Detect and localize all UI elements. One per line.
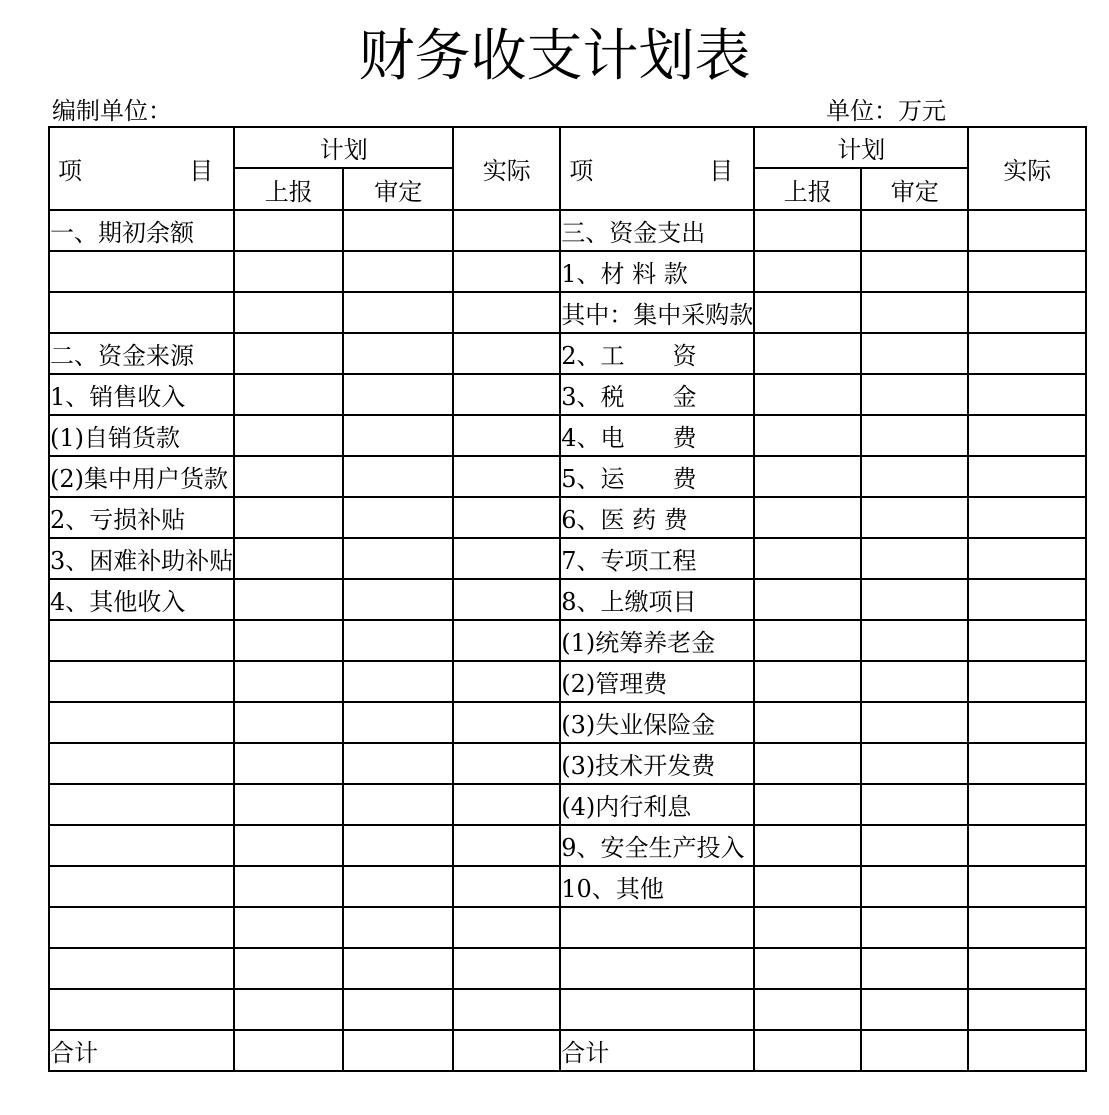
right-approved-cell <box>861 702 968 743</box>
right-approved-cell <box>861 292 968 333</box>
right-item-label: (1)统筹养老金 <box>560 620 754 661</box>
header-actual-left: 实际 <box>453 127 560 210</box>
left-approved-cell <box>343 374 453 415</box>
left-approved-cell <box>343 251 453 292</box>
left-report-cell <box>234 661 343 702</box>
left-item-label <box>49 907 234 948</box>
left-actual-cell <box>453 866 560 907</box>
left-report-cell <box>234 989 343 1030</box>
finance-plan-table <box>48 126 1087 1072</box>
unit-label: 单位：万元 <box>826 97 946 125</box>
left-approved-cell <box>343 333 453 374</box>
right-actual-cell <box>968 948 1086 989</box>
right-report-cell <box>754 866 861 907</box>
right-report-cell <box>754 374 861 415</box>
left-actual-cell <box>453 989 560 1030</box>
left-item-label: 1、销售收入 <box>49 374 234 415</box>
left-report-cell <box>234 292 343 333</box>
right-approved-cell <box>861 251 968 292</box>
left-approved-cell <box>343 784 453 825</box>
left-report-cell <box>234 251 343 292</box>
right-actual-cell <box>968 743 1086 784</box>
right-report-cell <box>754 1030 861 1071</box>
left-item-label: 3、困难补助补贴 <box>49 538 234 579</box>
right-report-cell <box>754 825 861 866</box>
left-report-cell <box>234 702 343 743</box>
left-actual-cell <box>453 579 560 620</box>
table-row <box>49 251 1086 292</box>
right-actual-cell <box>968 497 1086 538</box>
right-actual-cell <box>968 251 1086 292</box>
right-actual-cell <box>968 579 1086 620</box>
left-approved-cell <box>343 989 453 1030</box>
left-actual-cell <box>453 333 560 374</box>
right-approved-cell <box>861 661 968 702</box>
left-item-label <box>49 620 234 661</box>
left-item-label <box>49 825 234 866</box>
table-row <box>49 743 1086 784</box>
right-approved-cell <box>861 620 968 661</box>
left-item-label <box>49 989 234 1030</box>
left-actual-cell <box>453 415 560 456</box>
left-report-cell <box>234 1030 343 1071</box>
right-report-cell <box>754 784 861 825</box>
right-actual-cell <box>968 825 1086 866</box>
right-item-label: 6、医 药 费 <box>560 497 754 538</box>
left-approved-cell <box>343 1030 453 1071</box>
left-actual-cell <box>453 251 560 292</box>
right-actual-cell <box>968 292 1086 333</box>
left-item-label <box>49 661 234 702</box>
left-report-cell <box>234 210 343 251</box>
table-row <box>49 989 1086 1030</box>
right-approved-cell <box>861 784 968 825</box>
right-item-label <box>560 989 754 1030</box>
left-actual-cell <box>453 702 560 743</box>
right-actual-cell <box>968 1030 1086 1071</box>
right-report-cell <box>754 907 861 948</box>
right-report-cell <box>754 743 861 784</box>
right-actual-cell <box>968 538 1086 579</box>
left-report-cell <box>234 415 343 456</box>
right-approved-cell <box>861 948 968 989</box>
header-approved-right: 审定 <box>861 168 968 210</box>
left-approved-cell <box>343 661 453 702</box>
right-actual-cell <box>968 456 1086 497</box>
right-approved-cell <box>861 538 968 579</box>
left-actual-cell <box>453 825 560 866</box>
right-report-cell <box>754 456 861 497</box>
right-approved-cell <box>861 907 968 948</box>
right-approved-cell <box>861 579 968 620</box>
table-row <box>49 661 1086 702</box>
right-actual-cell <box>968 702 1086 743</box>
table-row <box>49 948 1086 989</box>
right-item-label: (2)管理费 <box>560 661 754 702</box>
right-approved-cell <box>861 825 968 866</box>
left-approved-cell <box>343 907 453 948</box>
header-approved-left: 审定 <box>343 168 453 210</box>
right-item-label <box>560 948 754 989</box>
right-actual-cell <box>968 333 1086 374</box>
right-approved-cell <box>861 210 968 251</box>
right-report-cell <box>754 661 861 702</box>
left-approved-cell <box>343 579 453 620</box>
left-report-cell <box>234 579 343 620</box>
right-actual-cell <box>968 415 1086 456</box>
left-item-label: (2)集中用户货款 <box>49 456 234 497</box>
right-item-label: (3)技术开发费 <box>560 743 754 784</box>
left-item-label <box>49 702 234 743</box>
left-approved-cell <box>343 538 453 579</box>
left-actual-cell <box>453 210 560 251</box>
table-row <box>49 456 1086 497</box>
table-row <box>49 374 1086 415</box>
right-item-label: 7、专项工程 <box>560 538 754 579</box>
right-approved-cell <box>861 497 968 538</box>
left-item-label <box>49 743 234 784</box>
right-actual-cell <box>968 784 1086 825</box>
right-approved-cell <box>861 989 968 1030</box>
right-report-cell <box>754 702 861 743</box>
left-item-label: 合计 <box>49 1030 234 1071</box>
right-report-cell <box>754 538 861 579</box>
left-report-cell <box>234 538 343 579</box>
table-row <box>49 579 1086 620</box>
right-item-label <box>560 907 754 948</box>
left-report-cell <box>234 784 343 825</box>
left-item-label <box>49 784 234 825</box>
table-row <box>49 825 1086 866</box>
header-plan-right: 计划 <box>754 127 968 168</box>
right-item-label: 1、材 料 款 <box>560 251 754 292</box>
left-actual-cell <box>453 743 560 784</box>
right-item-label: 其中：集中采购款 <box>560 292 754 333</box>
table-row <box>49 415 1086 456</box>
header-item-right: 项 目 <box>560 127 754 210</box>
header-actual-right: 实际 <box>968 127 1086 210</box>
table-row <box>49 866 1086 907</box>
left-actual-cell <box>453 620 560 661</box>
left-approved-cell <box>343 866 453 907</box>
left-actual-cell <box>453 292 560 333</box>
right-report-cell <box>754 415 861 456</box>
right-report-cell <box>754 210 861 251</box>
right-approved-cell <box>861 374 968 415</box>
right-item-label: 5、运 费 <box>560 456 754 497</box>
left-actual-cell <box>453 538 560 579</box>
left-item-label: 2、亏损补贴 <box>49 497 234 538</box>
left-actual-cell <box>453 907 560 948</box>
left-report-cell <box>234 907 343 948</box>
left-item-label <box>49 292 234 333</box>
right-approved-cell <box>861 866 968 907</box>
left-item-label <box>49 866 234 907</box>
right-report-cell <box>754 948 861 989</box>
left-approved-cell <box>343 497 453 538</box>
left-item-label <box>49 251 234 292</box>
left-item-label: 一、期初余额 <box>49 210 234 251</box>
left-approved-cell <box>343 620 453 661</box>
left-report-cell <box>234 374 343 415</box>
right-item-label: 3、税 金 <box>560 374 754 415</box>
right-actual-cell <box>968 989 1086 1030</box>
right-actual-cell <box>968 374 1086 415</box>
right-report-cell <box>754 497 861 538</box>
right-report-cell <box>754 579 861 620</box>
left-report-cell <box>234 743 343 784</box>
left-actual-cell <box>453 374 560 415</box>
right-actual-cell <box>968 661 1086 702</box>
right-approved-cell <box>861 1030 968 1071</box>
right-approved-cell <box>861 333 968 374</box>
right-report-cell <box>754 620 861 661</box>
left-actual-cell <box>453 456 560 497</box>
table-row <box>49 702 1086 743</box>
right-item-label: 8、上缴项目 <box>560 579 754 620</box>
right-actual-cell <box>968 620 1086 661</box>
header-plan-left: 计划 <box>234 127 453 168</box>
left-item-label: (1)自销货款 <box>49 415 234 456</box>
left-actual-cell <box>453 661 560 702</box>
right-item-label: 9、安全生产投入 <box>560 825 754 866</box>
right-approved-cell <box>861 456 968 497</box>
table-row <box>49 333 1086 374</box>
right-item-label: 合计 <box>560 1030 754 1071</box>
compiler-label: 编制单位： <box>52 97 172 125</box>
right-report-cell <box>754 251 861 292</box>
left-report-cell <box>234 497 343 538</box>
left-approved-cell <box>343 948 453 989</box>
table-row <box>49 1030 1086 1071</box>
left-actual-cell <box>453 1030 560 1071</box>
right-approved-cell <box>861 743 968 784</box>
left-approved-cell <box>343 415 453 456</box>
left-item-label <box>49 948 234 989</box>
right-item-label: (3)失业保险金 <box>560 702 754 743</box>
left-item-label: 二、资金来源 <box>49 333 234 374</box>
left-report-cell <box>234 948 343 989</box>
header-item-left: 项 目 <box>49 127 234 210</box>
right-actual-cell <box>968 866 1086 907</box>
left-actual-cell <box>453 784 560 825</box>
table-row <box>49 497 1086 538</box>
table-row <box>49 538 1086 579</box>
left-actual-cell <box>453 497 560 538</box>
table-row <box>49 620 1086 661</box>
right-item-label: 4、电 费 <box>560 415 754 456</box>
left-actual-cell <box>453 948 560 989</box>
header-report-left: 上报 <box>234 168 343 210</box>
right-report-cell <box>754 333 861 374</box>
right-actual-cell <box>968 210 1086 251</box>
left-approved-cell <box>343 292 453 333</box>
left-report-cell <box>234 456 343 497</box>
right-report-cell <box>754 292 861 333</box>
right-item-label: (4)内行利息 <box>560 784 754 825</box>
table-row <box>49 210 1086 251</box>
header-report-right: 上报 <box>754 168 861 210</box>
page-title: 财务收支计划表 <box>358 24 751 89</box>
left-report-cell <box>234 866 343 907</box>
left-approved-cell <box>343 456 453 497</box>
left-approved-cell <box>343 702 453 743</box>
table-row <box>49 784 1086 825</box>
right-item-label: 2、工 资 <box>560 333 754 374</box>
left-report-cell <box>234 333 343 374</box>
table-row <box>49 292 1086 333</box>
left-approved-cell <box>343 210 453 251</box>
right-item-label: 10、其他 <box>560 866 754 907</box>
right-report-cell <box>754 989 861 1030</box>
left-approved-cell <box>343 743 453 784</box>
right-item-label: 三、资金支出 <box>560 210 754 251</box>
left-report-cell <box>234 825 343 866</box>
table-row <box>49 907 1086 948</box>
left-item-label: 4、其他收入 <box>49 579 234 620</box>
left-approved-cell <box>343 825 453 866</box>
left-report-cell <box>234 620 343 661</box>
right-approved-cell <box>861 415 968 456</box>
right-actual-cell <box>968 907 1086 948</box>
